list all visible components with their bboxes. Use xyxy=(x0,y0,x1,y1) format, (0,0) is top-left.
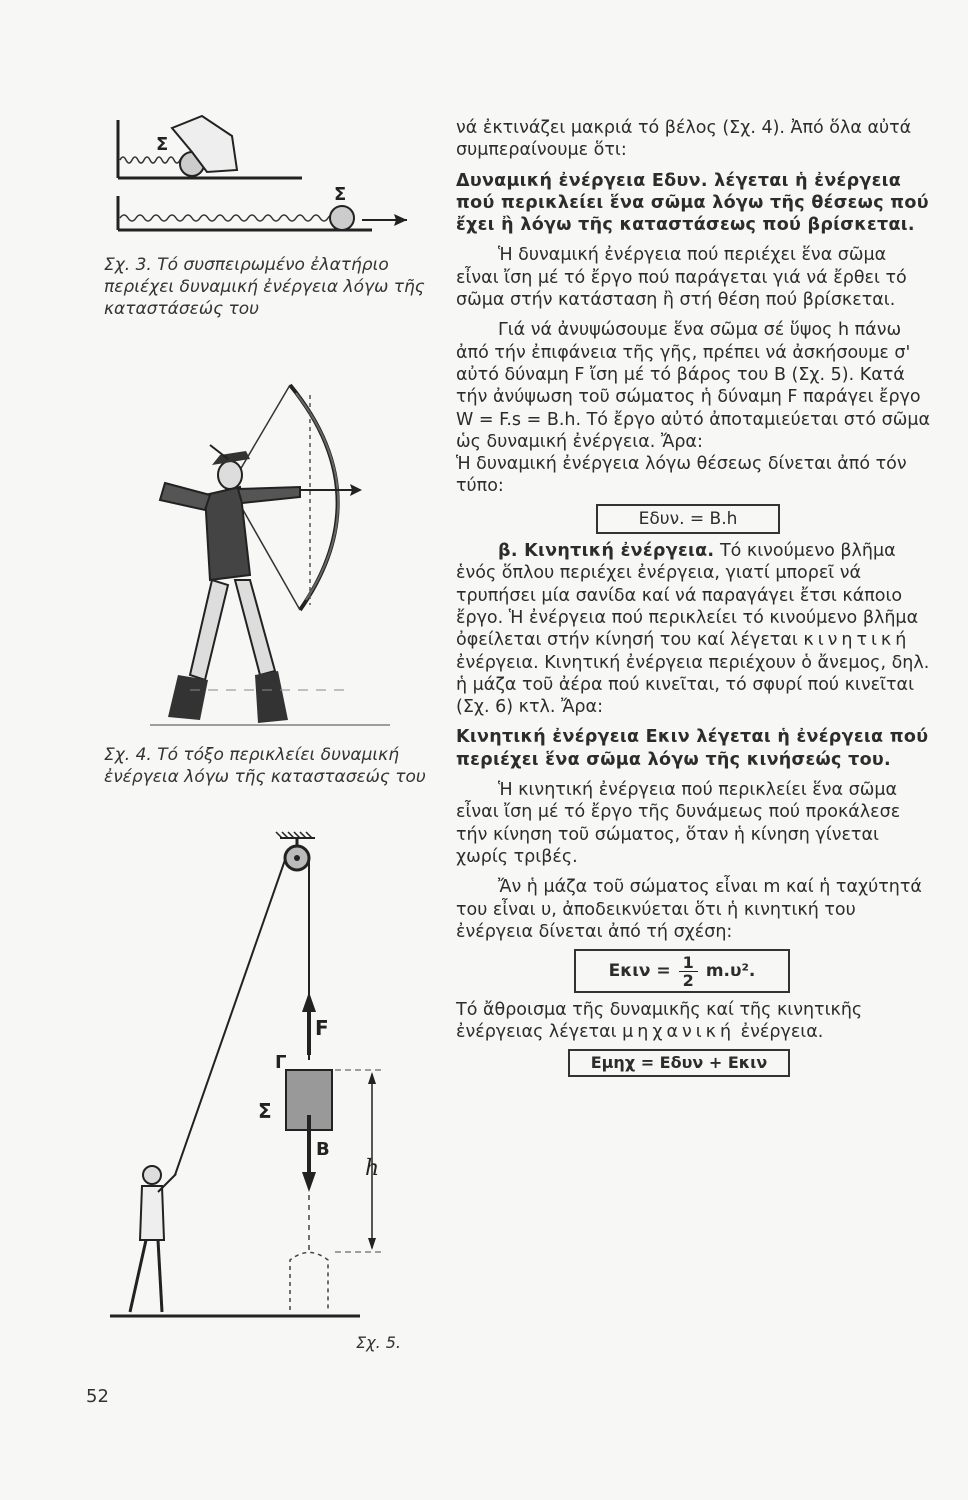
paragraph-5 xyxy=(456,540,934,718)
paragraph-3: Γιά νά ἀνυψώσουμε ἕνα σῶμα σέ ὕψος h πάνω ἀπό τήν ἐπιφάνεια τῆς γῆς, πρέπει νά ἀσκήσουμε σ' αὐτό δύναμη F ἴση μέ τό βάρος του B (Σχ. 5). Κατά τήν ἀνύψωση τοῦ σώματος ἡ δύναμη F παράγει ἔργο W = F.s = B.h. Τό ἔργο αὐτό ἀποταμιεύεται στό σῶμα ὡς δυναμική ἐνέργεια. Ἄρα: xyxy=(456,320,931,452)
paragraph-8 xyxy=(456,999,934,1044)
fig5-label-F: F xyxy=(315,1016,329,1040)
paragraph-2: Ἡ δυναμική ἐνέργεια πού περιέχει ἕνα σῶμα εἶναι ἴση μέ τό ἔργο πού παράγεται γιά νά ἔρθει τό σῶμα στήν κατάσταση ἢ στή θέση πού βρίσκεται. xyxy=(456,245,907,311)
paragraph-6: Ἡ κινητική ἐνέργεια πού περικλείει ἕνα σῶμα εἶναι ἴση μέ τό ἔργο τῆς δυνάμεως πού προκάλεσε τήν κίνηση τοῦ σώματος, ὅταν ἡ κίνηση γίνεται χωρίς τριβές. xyxy=(456,780,901,867)
formula-potential-energy: Eδυν. = B.h xyxy=(596,504,780,534)
paragraph-1: νά ἐκτινάζει μακριά τό βέλος (Σχ. 4). Ἀπό ὅλα αὐτά συμπεραίνουμε ὅτι: xyxy=(456,118,912,161)
figure-3-caption: Σχ. 3. Τό συσπειρωμένο ἐλατήριο περιέχει δυναμική ἐνέργεια λόγω τῆς καταστάσεώς του xyxy=(104,255,425,319)
kinetic-heading: β. Κινητική ἐνέργεια. xyxy=(498,541,715,562)
figure-5-caption: Σχ. 5. xyxy=(356,1333,402,1352)
text-column xyxy=(456,117,934,1077)
formula2-left: Eκιν = xyxy=(608,960,671,981)
figure-4 xyxy=(150,375,420,735)
figure-5 xyxy=(110,830,410,1330)
fig5-label-B: B xyxy=(316,1139,330,1160)
paragraph-7: Ἄν ἡ μάζα τοῦ σώματος εἶναι m καί ἡ ταχύτητά του εἶναι υ, ἀποδεικνύεται ὅτι ἡ κινητική του ἐνέργεια δίνεται ἀπό τή σχέση: xyxy=(456,877,922,942)
paragraph-5-body: Τό κινούμενο βλῆμα ἑνός ὅπλου περιέχει ἐνέργεια, γιατί μπορεῖ νά τρυπήσει μία σανίδα καί νά παραγάγει ἔτσι κάποιο ἔργο. Ἡ ἐνέργεια πού περικλείει τό κινούμενο βλῆμα ὀφείλεται στήν κίνησή του καί λέγεται xyxy=(456,541,919,651)
page-number: 52 xyxy=(86,1386,109,1407)
formula2-numerator: 1 xyxy=(679,954,698,972)
fig3-label-bottom: Σ xyxy=(334,184,347,205)
fig5-label-S: Σ xyxy=(258,1099,272,1123)
figure-4-caption: Σχ. 4. Τό τόξο περικλείει δυναμική ἐνέργεια λόγω τῆς καταστασεώς του xyxy=(104,745,426,787)
formula2-fraction xyxy=(679,954,698,989)
paragraph-4: Ἡ δυναμική ἐνέργεια λόγω θέσεως δίνεται ἀπό τόν τύπο: xyxy=(456,454,907,497)
figure-3 xyxy=(112,110,422,240)
definition-kinetic-energy: Κινητική ἐνέργεια Eκιν λέγεται ἡ ἐνέργεια πού περιέχει ἕνα σῶμα λόγω τῆς κινήσεώς του. xyxy=(456,727,929,770)
fig3-label-top: Σ xyxy=(156,134,169,155)
paragraph-8-b: ἐνέργεια. xyxy=(735,1022,824,1043)
fig5-label-G: Γ xyxy=(275,1052,287,1073)
paragraph-5-spaced: κινητική xyxy=(803,630,911,651)
paragraph-8-spaced: μηχανική xyxy=(622,1022,736,1043)
formula2-right: m.υ². xyxy=(705,960,756,981)
formula-kinetic-energy xyxy=(574,949,790,993)
fig5-label-h: h xyxy=(365,1156,380,1181)
formula2-denominator: 2 xyxy=(682,970,694,990)
paragraph-8-a: Τό ἄθροισμα τῆς δυναμικῆς καί τῆς κινητικῆς ἐνέργειας λέγεται xyxy=(456,1000,863,1043)
paragraph-5-tail: ἐνέργεια. Κινητική ἐνέργεια περιέχουν ὁ ἄνεμος, δηλ. ἡ μάζα τοῦ ἀέρα πού κινεῖται, τό σφυρί πού κινεῖται (Σχ. 6) κτλ. Ἄρα: xyxy=(456,652,930,718)
formula-mechanical-energy: Eμηχ = Eδυν + Eκιν xyxy=(568,1049,790,1077)
definition-potential-energy: Δυναμική ἐνέργεια Eδυν. λέγεται ἡ ἐνέργεια πού περικλείει ἕνα σῶμα λόγω τῆς θέσεως πού ἔχει ἢ λόγω τῆς καταστάσεως πού βρίσκεται. xyxy=(456,170,929,236)
